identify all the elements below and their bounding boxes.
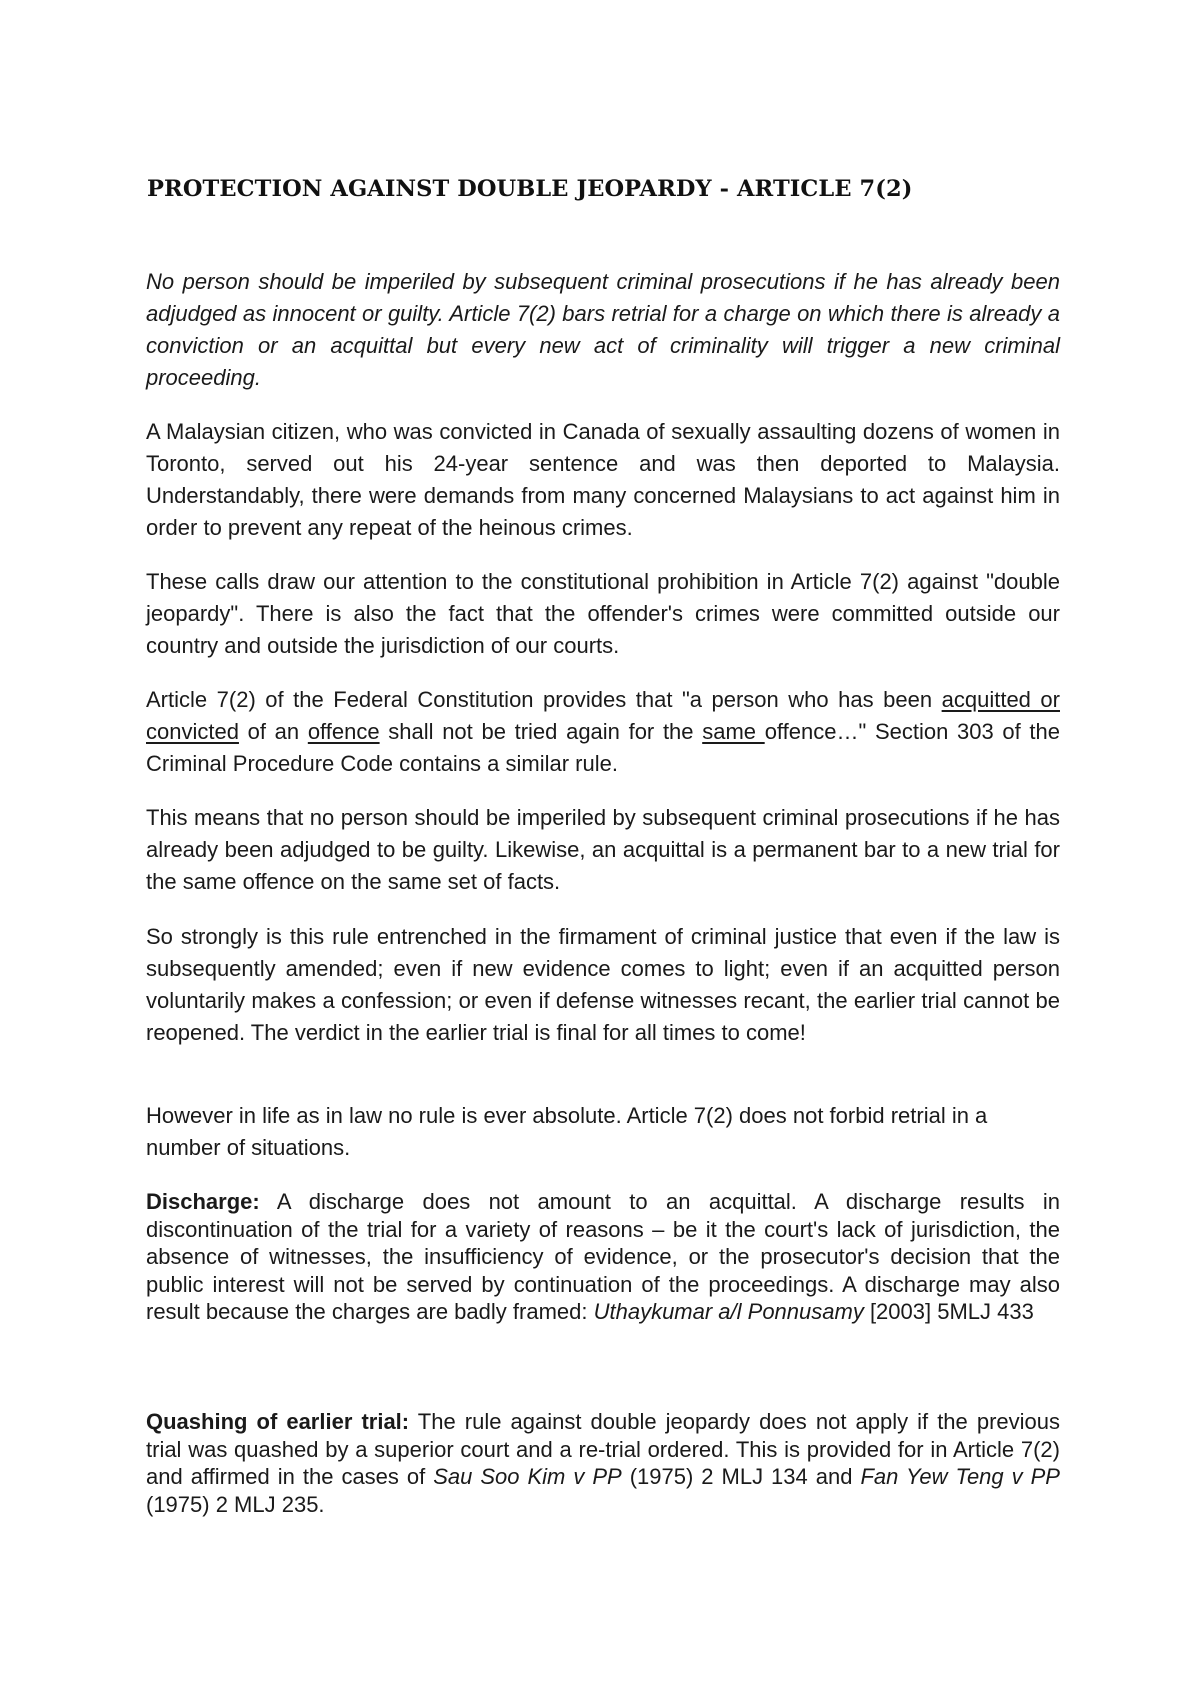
discharge-text: A discharge does not amount to an acquittal. A discharge results in discontinuation of the trial for a variety of reasons – be it the court's lack of jurisdiction, the absence of witnesses, the insufficiency of evidence, or the prosecutor's decision that the public interest will not be served by continuation of the proceedings. A discharge may also result because the charges are badly framed: xyxy=(146,1189,1060,1324)
quashing-text-3: (1975) 2 MLJ 235. xyxy=(146,1491,325,1517)
discharge-citation: [2003] 5MLJ 433 xyxy=(863,1299,1034,1324)
paragraph-means: This means that no person should be imperiled by subsequent criminal prosecutions if he has already been adjudged to be guilty. Likewise, an acquittal is a permanent bar to a new trial for the same offence on the same set of facts. xyxy=(146,805,1060,894)
discharge-case-name: Uthaykumar a/l Ponnusamy xyxy=(593,1299,864,1324)
quashing-text-1: The rule against double jeopardy does not apply if the previous trial was quashed by a superior court and a re-trial ordered. This is provided for in Article 7(2) and affirmed in the cases of xyxy=(146,1409,1060,1489)
paragraph-strongly: So strongly is this rule entrenched in the firmament of criminal justice that even if the law is subsequently amended; even if new evidence comes to light; even if an acquitted person voluntarily makes a confession; or even if defense witnesses recant, the earlier trial cannot be reopened. The verdict in the earlier trial is final for all times to come! xyxy=(146,924,1060,1045)
paragraph-canada-case: A Malaysian citizen, who was convicted in Canada of sexually assaulting dozens of women in Toronto, served out his 24-year sentence and was then deported to Malaysia. Understandably, there were demands from many concerned Malaysians to act against him in order to prevent any repeat of the heinous crimes. xyxy=(146,419,1060,540)
paragraph-quashing xyxy=(146,1408,1060,1518)
article-underline-acquitted: acquitted or convicted xyxy=(146,687,1060,744)
page-title: PROTECTION AGAINST DOUBLE JEOPARDY - ARTICLE 7(2) xyxy=(147,176,913,202)
quashing-case-fan-yew-teng: Fan Yew Teng v PP xyxy=(860,1464,1060,1489)
paragraph-discharge xyxy=(146,1188,1060,1326)
article-underline-same: same xyxy=(702,719,765,744)
article-text-1: Article 7(2) of the Federal Constitution provides that "a person who has been xyxy=(146,687,942,712)
paragraph-however: However in life as in law no rule is ever absolute. Article 7(2) does not forbid retrial in a number of situations. xyxy=(146,1103,988,1160)
quashing-text-2: (1975) 2 MLJ 134 and xyxy=(621,1464,861,1489)
article-underline-offence: offence xyxy=(307,719,380,744)
intro-paragraph: No person should be imperiled by subsequent criminal prosecutions if he has already been adjudged as innocent or guilty. Article 7(2) bars retrial for a charge on which there is already a conviction or an acquittal but every new act of criminality will trigger a new criminal proceeding. xyxy=(146,269,1060,390)
discharge-heading: Discharge: xyxy=(146,1189,260,1214)
quashing-case-sau-soo-kim: Sau Soo Kim v PP xyxy=(433,1464,622,1489)
article-text-2: of an xyxy=(238,719,308,744)
quashing-heading: Quashing of earlier trial: xyxy=(146,1409,410,1434)
paragraph-article-7-2 xyxy=(146,684,1060,780)
paragraph-calls: These calls draw our attention to the constitutional prohibition in Article 7(2) against "double jeopardy". There is also the fact that the offender's crimes were committed outside our country and outside the jurisdiction of our courts. xyxy=(146,569,1060,658)
article-text-4: offence…" Section 303 of the Criminal Procedure Code contains a similar rule. xyxy=(146,719,1060,776)
article-text-3: shall not be tried again for the xyxy=(379,719,703,744)
